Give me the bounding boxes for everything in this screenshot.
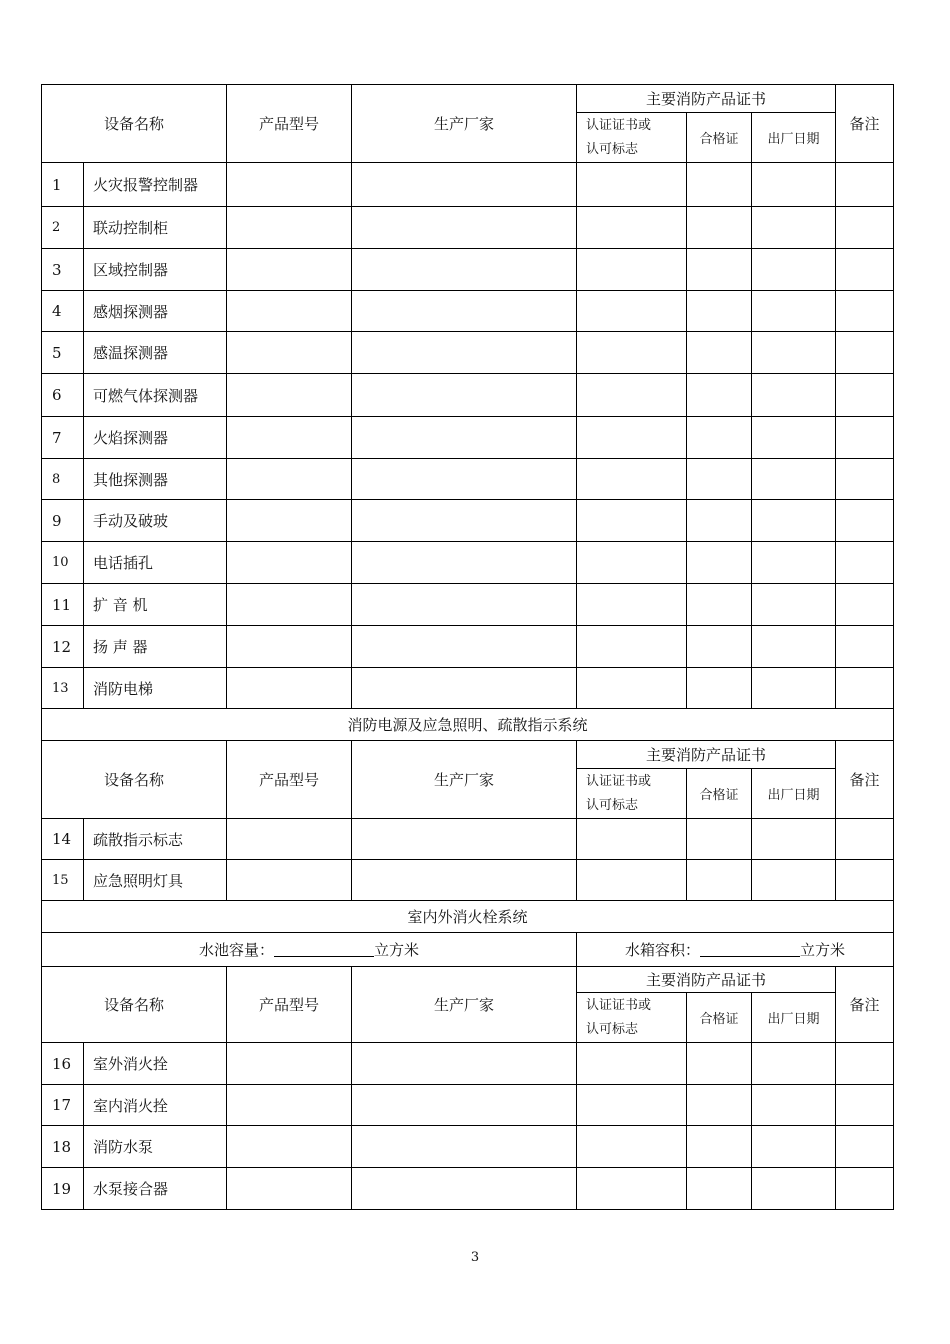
model-cell[interactable] <box>227 207 352 249</box>
remarks-cell[interactable] <box>836 584 894 626</box>
factory-date-cell[interactable] <box>752 249 836 291</box>
factory-date-cell[interactable] <box>752 626 836 668</box>
row-device-name: 火焰探测器 <box>84 417 227 459</box>
row-device-name: 消防电梯 <box>84 668 227 709</box>
cert-mark-cell[interactable] <box>577 1126 687 1168</box>
model-cell[interactable] <box>227 1168 352 1210</box>
row-number: 11 <box>42 584 84 626</box>
header-factory-date: 出厂日期 <box>752 113 836 163</box>
cert-mark-cell[interactable] <box>577 332 687 374</box>
qualified-cert-cell[interactable] <box>687 819 752 860</box>
model-cell[interactable] <box>227 374 352 417</box>
header-factory-date: 出厂日期 <box>752 769 836 819</box>
model-cell[interactable] <box>227 668 352 709</box>
table-row <box>42 626 894 668</box>
qualified-cert-cell[interactable] <box>687 1126 752 1168</box>
row-device-name: 联动控制柜 <box>84 207 227 249</box>
header-certificate-group: 主要消防产品证书 <box>577 967 836 993</box>
remarks-cell[interactable] <box>836 332 894 374</box>
cert-mark-cell[interactable] <box>577 668 687 709</box>
model-cell[interactable] <box>227 417 352 459</box>
model-cell[interactable] <box>227 332 352 374</box>
page-number: 3 <box>470 1250 480 1265</box>
row-device-name: 室外消火拴 <box>84 1043 227 1085</box>
remarks-cell[interactable] <box>836 374 894 417</box>
row-device-name: 手动及破玻 <box>84 500 227 542</box>
header-remarks: 备注 <box>836 741 894 819</box>
row-number: 8 <box>42 459 84 500</box>
remarks-cell[interactable] <box>836 668 894 709</box>
header-remarks: 备注 <box>836 967 894 1043</box>
cert-mark-cell[interactable] <box>577 291 687 332</box>
qualified-cert-cell[interactable] <box>687 374 752 417</box>
remarks-cell[interactable] <box>836 819 894 860</box>
remarks-cell[interactable] <box>836 207 894 249</box>
tank-capacity-label: 水箱容积： <box>625 941 701 959</box>
row-device-name: 水泵接合器 <box>84 1168 227 1210</box>
model-cell[interactable] <box>227 249 352 291</box>
cert-mark-cell[interactable] <box>577 1085 687 1126</box>
factory-date-cell[interactable] <box>752 1168 836 1210</box>
header-cert-mark <box>577 113 687 163</box>
table-row <box>42 1043 894 1085</box>
model-cell[interactable] <box>227 1085 352 1126</box>
table-row <box>42 291 894 332</box>
table-row <box>42 584 894 626</box>
row-device-name: 应急照明灯具 <box>84 860 227 901</box>
factory-date-cell[interactable] <box>752 163 836 207</box>
tank-capacity-field[interactable] <box>577 933 894 967</box>
factory-date-cell[interactable] <box>752 584 836 626</box>
header-manufacturer: 生产厂家 <box>352 741 577 819</box>
table-row <box>42 1168 894 1210</box>
row-number: 19 <box>42 1168 84 1210</box>
cert-mark-cell[interactable] <box>577 819 687 860</box>
remarks-cell[interactable] <box>836 163 894 207</box>
manufacturer-cell[interactable] <box>352 1085 577 1126</box>
header-manufacturer: 生产厂家 <box>352 85 577 163</box>
remarks-cell[interactable] <box>836 860 894 901</box>
manufacturer-cell[interactable] <box>352 332 577 374</box>
manufacturer-cell[interactable] <box>352 1126 577 1168</box>
row-device-name: 其他探测器 <box>84 459 227 500</box>
row-number: 17 <box>42 1085 84 1126</box>
header-model: 产品型号 <box>227 967 352 1043</box>
cert-mark-cell[interactable] <box>577 542 687 584</box>
cert-mark-cell[interactable] <box>577 374 687 417</box>
manufacturer-cell[interactable] <box>352 291 577 332</box>
table-row <box>42 1085 894 1126</box>
header-cert-line1: 认证证书或 <box>586 117 652 133</box>
qualified-cert-cell[interactable] <box>687 500 752 542</box>
remarks-cell[interactable] <box>836 249 894 291</box>
cert-mark-cell[interactable] <box>577 860 687 901</box>
fire-equipment-table <box>41 84 894 1210</box>
row-number: 6 <box>42 374 84 417</box>
header-cert-line2: 认可标志 <box>586 797 639 813</box>
model-cell[interactable] <box>227 500 352 542</box>
remarks-cell[interactable] <box>836 542 894 584</box>
model-cell[interactable] <box>227 626 352 668</box>
cert-mark-cell[interactable] <box>577 500 687 542</box>
row-device-name: 疏散指示标志 <box>84 819 227 860</box>
model-cell[interactable] <box>227 1043 352 1085</box>
cert-mark-cell[interactable] <box>577 207 687 249</box>
qualified-cert-cell[interactable] <box>687 860 752 901</box>
manufacturer-cell[interactable] <box>352 459 577 500</box>
header-device-name: 设备名称 <box>42 85 227 163</box>
header-qualified-cert: 合格证 <box>687 113 752 163</box>
cert-mark-cell[interactable] <box>577 417 687 459</box>
qualified-cert-cell[interactable] <box>687 668 752 709</box>
qualified-cert-cell[interactable] <box>687 291 752 332</box>
table-row <box>42 542 894 584</box>
manufacturer-cell[interactable] <box>352 584 577 626</box>
qualified-cert-cell[interactable] <box>687 207 752 249</box>
manufacturer-cell[interactable] <box>352 542 577 584</box>
row-number: 12 <box>42 626 84 668</box>
qualified-cert-cell[interactable] <box>687 163 752 207</box>
factory-date-cell[interactable] <box>752 500 836 542</box>
manufacturer-cell[interactable] <box>352 417 577 459</box>
section-title: 室内外消火栓系统 <box>42 901 894 933</box>
qualified-cert-cell[interactable] <box>687 1085 752 1126</box>
manufacturer-cell[interactable] <box>352 819 577 860</box>
row-device-name: 区域控制器 <box>84 249 227 291</box>
table-row <box>42 860 894 901</box>
header-qualified-cert: 合格证 <box>687 993 752 1043</box>
qualified-cert-cell[interactable] <box>687 459 752 500</box>
table-row <box>42 417 894 459</box>
table-row <box>42 374 894 417</box>
row-device-name: 消防水泵 <box>84 1126 227 1168</box>
row-device-name: 室内消火拴 <box>84 1085 227 1126</box>
pool-capacity-blank[interactable] <box>274 942 374 957</box>
table-row <box>42 500 894 542</box>
factory-date-cell[interactable] <box>752 459 836 500</box>
pool-capacity-label: 水池容量： <box>198 941 274 959</box>
model-cell[interactable] <box>227 584 352 626</box>
row-number: 9 <box>42 500 84 542</box>
row-number: 7 <box>42 417 84 459</box>
row-number: 13 <box>42 668 84 709</box>
header-cert-line2: 认可标志 <box>586 1021 639 1037</box>
header-qualified-cert: 合格证 <box>687 769 752 819</box>
manufacturer-cell[interactable] <box>352 626 577 668</box>
tank-capacity-blank[interactable] <box>700 942 800 957</box>
tank-capacity-unit: 立方米 <box>800 941 846 959</box>
row-device-name: 感温探测器 <box>84 332 227 374</box>
header-cert-line1: 认证证书或 <box>586 773 652 789</box>
cert-mark-cell[interactable] <box>577 249 687 291</box>
factory-date-cell[interactable] <box>752 374 836 417</box>
qualified-cert-cell[interactable] <box>687 1168 752 1210</box>
header-certificate-group: 主要消防产品证书 <box>577 741 836 769</box>
row-number: 5 <box>42 332 84 374</box>
model-cell[interactable] <box>227 860 352 901</box>
model-cell[interactable] <box>227 819 352 860</box>
factory-date-cell[interactable] <box>752 1043 836 1085</box>
header-certificate-group: 主要消防产品证书 <box>577 85 836 113</box>
table-row <box>42 207 894 249</box>
cert-mark-cell[interactable] <box>577 163 687 207</box>
manufacturer-cell[interactable] <box>352 1043 577 1085</box>
header-model: 产品型号 <box>227 741 352 819</box>
table-row <box>42 249 894 291</box>
qualified-cert-cell[interactable] <box>687 417 752 459</box>
row-device-name: 感烟探测器 <box>84 291 227 332</box>
row-device-name: 电话插孔 <box>84 542 227 584</box>
manufacturer-cell[interactable] <box>352 207 577 249</box>
row-number: 2 <box>42 207 84 249</box>
header-device-name: 设备名称 <box>42 741 227 819</box>
qualified-cert-cell[interactable] <box>687 542 752 584</box>
row-device-name: 可燃气体探测器 <box>84 374 227 417</box>
remarks-cell[interactable] <box>836 459 894 500</box>
remarks-cell[interactable] <box>836 1126 894 1168</box>
row-number: 3 <box>42 249 84 291</box>
table-row <box>42 459 894 500</box>
model-cell[interactable] <box>227 459 352 500</box>
row-number: 1 <box>42 163 84 207</box>
qualified-cert-cell[interactable] <box>687 332 752 374</box>
factory-date-cell[interactable] <box>752 1085 836 1126</box>
cert-mark-cell[interactable] <box>577 626 687 668</box>
manufacturer-cell[interactable] <box>352 860 577 901</box>
model-cell[interactable] <box>227 542 352 584</box>
section-title: 消防电源及应急照明、疏散指示系统 <box>42 709 894 741</box>
header-device-name: 设备名称 <box>42 967 227 1043</box>
header-cert-line2: 认可标志 <box>586 141 639 157</box>
factory-date-cell[interactable] <box>752 860 836 901</box>
manufacturer-cell[interactable] <box>352 249 577 291</box>
header-factory-date: 出厂日期 <box>752 993 836 1043</box>
row-number: 18 <box>42 1126 84 1168</box>
model-cell[interactable] <box>227 291 352 332</box>
factory-date-cell[interactable] <box>752 207 836 249</box>
model-cell[interactable] <box>227 163 352 207</box>
cert-mark-cell[interactable] <box>577 584 687 626</box>
pool-capacity-unit: 立方米 <box>374 941 420 959</box>
manufacturer-cell[interactable] <box>352 163 577 207</box>
manufacturer-cell[interactable] <box>352 374 577 417</box>
cert-mark-cell[interactable] <box>577 1043 687 1085</box>
remarks-cell[interactable] <box>836 626 894 668</box>
cert-mark-cell[interactable] <box>577 459 687 500</box>
header-cert-mark <box>577 993 687 1043</box>
manufacturer-cell[interactable] <box>352 668 577 709</box>
cert-mark-cell[interactable] <box>577 1168 687 1210</box>
factory-date-cell[interactable] <box>752 332 836 374</box>
header-cert-line1: 认证证书或 <box>586 997 652 1013</box>
header-manufacturer: 生产厂家 <box>352 967 577 1043</box>
factory-date-cell[interactable] <box>752 291 836 332</box>
table-row <box>42 668 894 709</box>
row-device-name: 扩 音 机 <box>84 584 227 626</box>
row-number: 14 <box>42 819 84 860</box>
factory-date-cell[interactable] <box>752 542 836 584</box>
row-number: 4 <box>42 291 84 332</box>
table-row <box>42 819 894 860</box>
row-device-name: 火灾报警控制器 <box>84 163 227 207</box>
qualified-cert-cell[interactable] <box>687 626 752 668</box>
qualified-cert-cell[interactable] <box>687 1043 752 1085</box>
pool-capacity-field[interactable] <box>42 933 577 967</box>
qualified-cert-cell[interactable] <box>687 249 752 291</box>
header-remarks: 备注 <box>836 85 894 163</box>
table-row <box>42 332 894 374</box>
remarks-cell[interactable] <box>836 500 894 542</box>
row-number: 10 <box>42 542 84 584</box>
remarks-cell[interactable] <box>836 417 894 459</box>
model-cell[interactable] <box>227 1126 352 1168</box>
remarks-cell[interactable] <box>836 1043 894 1085</box>
manufacturer-cell[interactable] <box>352 500 577 542</box>
header-cert-mark <box>577 769 687 819</box>
row-device-name: 扬 声 器 <box>84 626 227 668</box>
row-number: 16 <box>42 1043 84 1085</box>
remarks-cell[interactable] <box>836 1085 894 1126</box>
factory-date-cell[interactable] <box>752 668 836 709</box>
row-number: 15 <box>42 860 84 901</box>
table-row <box>42 1126 894 1168</box>
factory-date-cell[interactable] <box>752 819 836 860</box>
header-model: 产品型号 <box>227 85 352 163</box>
remarks-cell[interactable] <box>836 1168 894 1210</box>
manufacturer-cell[interactable] <box>352 1168 577 1210</box>
qualified-cert-cell[interactable] <box>687 584 752 626</box>
factory-date-cell[interactable] <box>752 1126 836 1168</box>
table-row <box>42 163 894 207</box>
remarks-cell[interactable] <box>836 291 894 332</box>
factory-date-cell[interactable] <box>752 417 836 459</box>
